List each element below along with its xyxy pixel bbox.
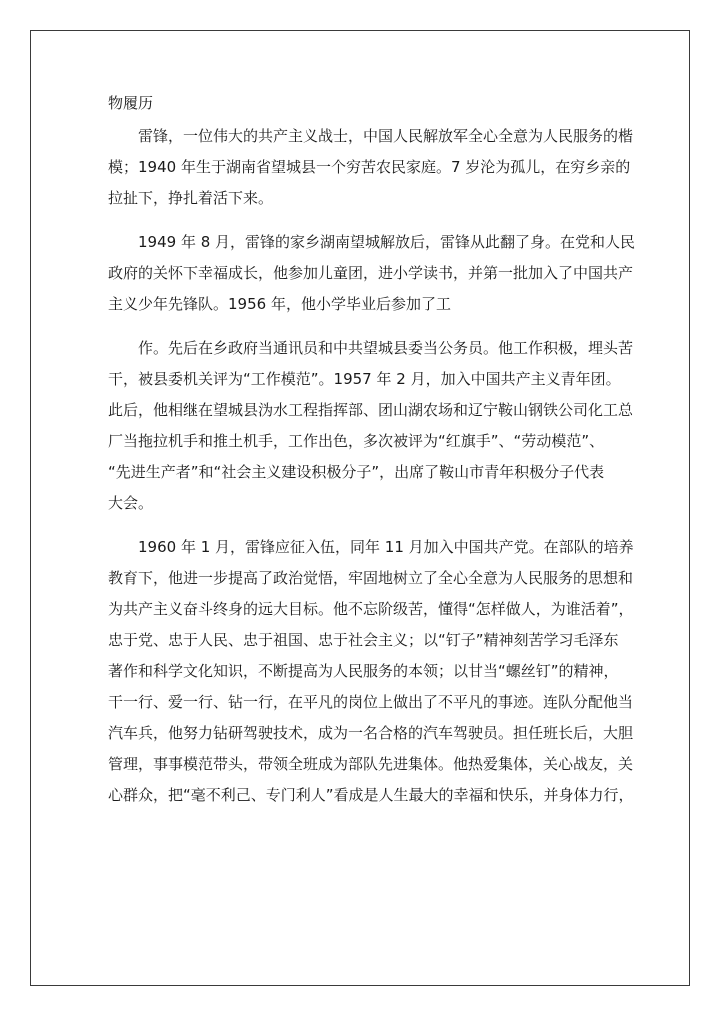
text-line: 政府的关怀下幸福成长，他参加儿童团，进小学读书，并第一批加入了中国共产 bbox=[108, 264, 634, 282]
paragraph-2 bbox=[108, 227, 636, 320]
paragraph-1 bbox=[108, 121, 634, 214]
text-line: 此后，他相继在望城县沩水工程指挥部、团山湖农场和辽宁鞍山钢铁公司化工总 bbox=[108, 401, 634, 419]
text-line: 1949 年 8 月，雷锋的家乡湖南望城解放后，雷锋从此翻了身。在党和人民 bbox=[138, 233, 636, 251]
text-line: 干一行、爱一行、钻一行，在平凡的岗位上做出了不平凡的事迹。连队分配他当 bbox=[108, 693, 634, 711]
paragraph-gap bbox=[108, 320, 618, 333]
text-line: 干，被县委机关评为“工作模范”。1957 年 2 月，加入中国共产主义青年团。 bbox=[108, 370, 621, 388]
text-line: 厂当拖拉机手和推土机手，工作出色，多次被评为“红旗手”、“劳动模范”、 bbox=[108, 432, 605, 450]
text-line: 作。先后在乡政府当通讯员和中共望城县委当公务员。他工作积极，埋头苦 bbox=[138, 339, 634, 357]
text-line: 教育下，他进一步提高了政治觉悟，牢固地树立了全心全意为人民服务的思想和 bbox=[108, 569, 634, 587]
text-line: 大会。 bbox=[108, 494, 154, 512]
paragraph-3 bbox=[108, 333, 634, 519]
text-line: 管理，事事模范带头，带领全班成为部队先进集体。他热爱集体，关心战友，关 bbox=[108, 755, 634, 773]
document-title: 物履历 bbox=[108, 94, 154, 112]
paragraph-gap bbox=[108, 519, 618, 532]
text-line: 主义少年先锋队。1956 年，他小学毕业后参加了工 bbox=[108, 295, 451, 313]
paragraph-gap bbox=[108, 214, 618, 227]
text-line: 著作和科学文化知识，不断提高为人民服务的本领；以甘当“螺丝钉”的精神， bbox=[108, 662, 619, 680]
text-line: 1960 年 1 月，雷锋应征入伍，同年 11 月加入中国共产党。在部队的培养 bbox=[138, 538, 634, 556]
text-line: 雷锋，一位伟大的共产主义战士，中国人民解放军全心全意为人民服务的楷 bbox=[138, 127, 634, 145]
text-line: 模；1940 年生于湖南省望城县一个穷苦农民家庭。7 岁沦为孤儿，在穷乡亲的 bbox=[108, 158, 631, 176]
text-line: 忠于党、忠于人民、忠于祖国、忠于社会主义；以“钉子”精神刻苦学习毛泽东 bbox=[108, 631, 619, 649]
text-line: 心群众，把“毫不利己、专门利人”看成是人生最大的幸福和快乐，并身体力行， bbox=[108, 786, 634, 804]
text-line: 汽车兵，他努力钻研驾驶技术，成为一名合格的汽车驾驶员。担任班长后，大胆 bbox=[108, 724, 634, 742]
text-line: 拉扯下，挣扎着活下来。 bbox=[108, 189, 274, 207]
text-line: 为共产主义奋斗终身的远大目标。他不忘阶级苦，懂得“怎样做人，为谁活着”， bbox=[108, 600, 634, 618]
paragraph-4 bbox=[108, 532, 634, 811]
text-line: “先进生产者”和“社会主义建设积极分子”，出席了鞍山市青年积极分子代表 bbox=[108, 463, 605, 481]
document-body bbox=[108, 88, 636, 811]
